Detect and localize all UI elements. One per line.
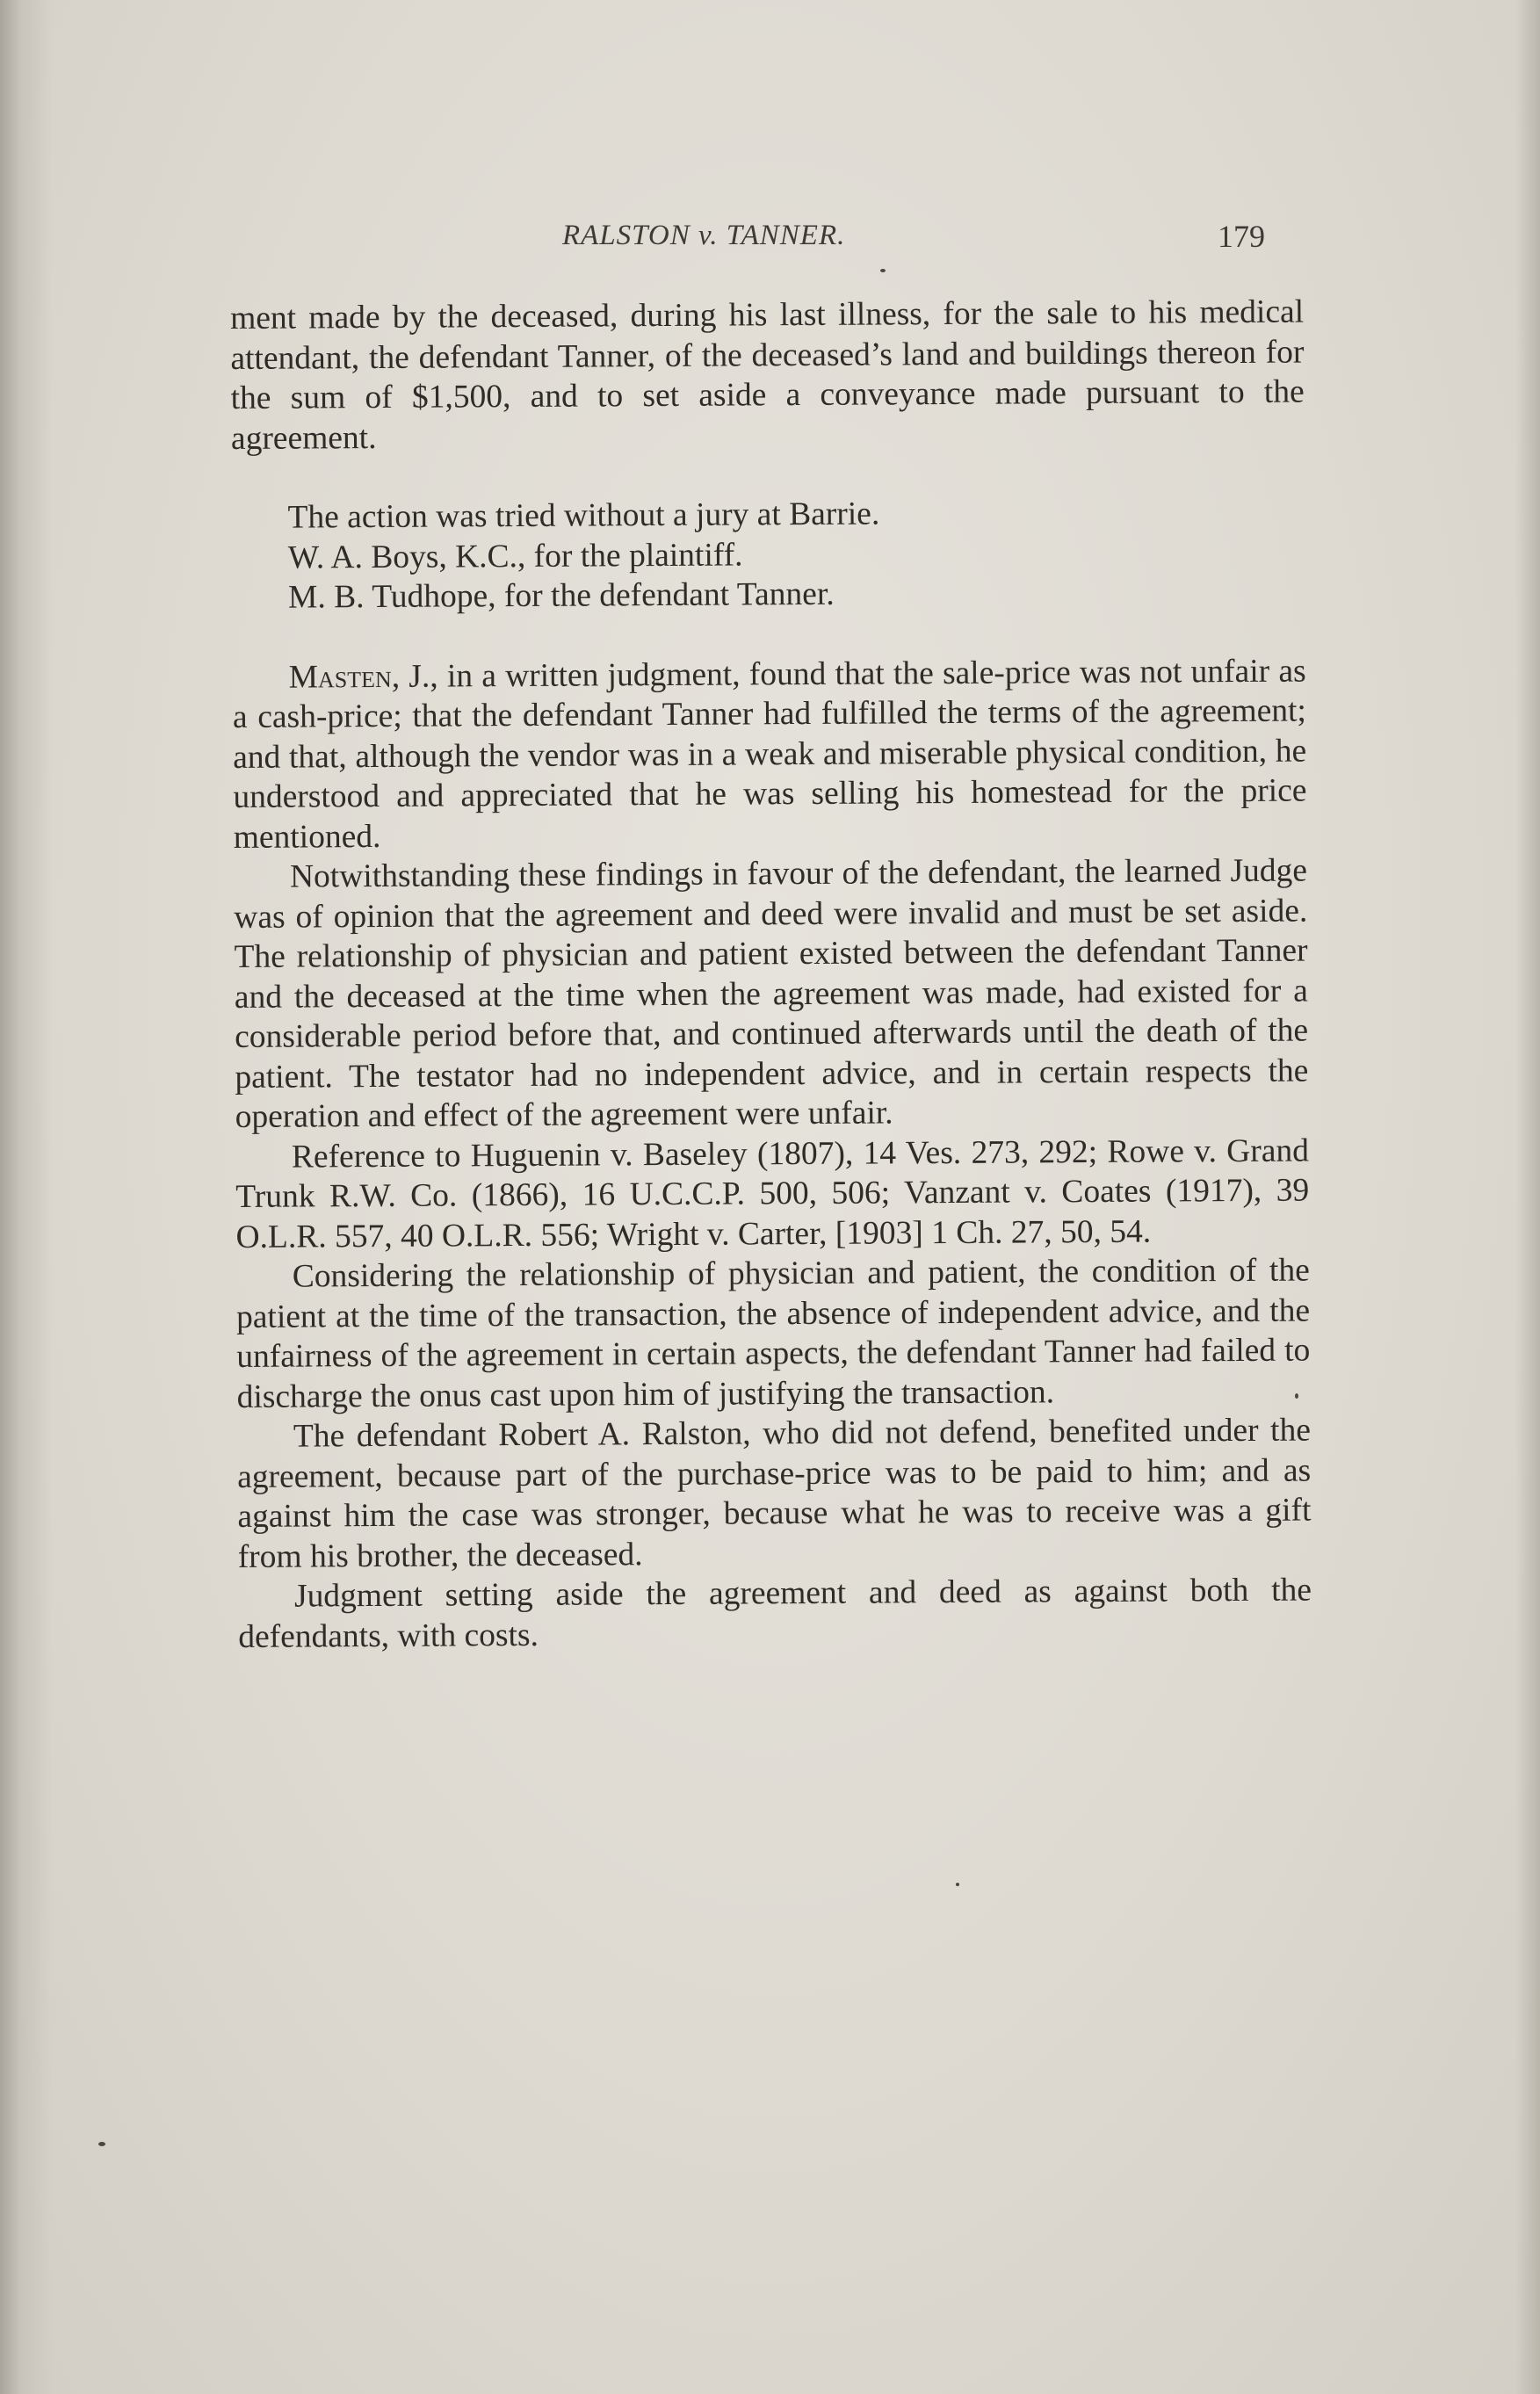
- paper-speck: [880, 269, 886, 272]
- page-number: 179: [1218, 219, 1265, 254]
- counsel-plaintiff: W. A. Boys, K.C., for the plaintiff.: [287, 536, 743, 576]
- body-text: [230, 293, 1312, 1657]
- judgment-paragraph: [232, 651, 1306, 857]
- paper-speck: [1295, 1393, 1298, 1399]
- paragraph-gap: [232, 611, 1305, 657]
- paragraph-gap: [231, 452, 1305, 498]
- spine-shadow: [0, 0, 53, 2394]
- judgment-conclusion: Judgment setting aside the agreement and deed as against both the defendants, with costs.: [238, 1572, 1312, 1655]
- consideration-paragraph: Considering the relationship of physician and patient, the condition of the patient at the time of the transaction, the absence of independent advice, and the unfairness of the agreement in certain aspects, the defendant Tanner had failed to discharge the onus cast upon him of justifying the transaction.: [235, 1252, 1311, 1415]
- paper-speck: [956, 1883, 959, 1886]
- trial-line: The action was tried without a jury at Barrie.: [287, 495, 880, 536]
- reference-paragraph: Reference to Huguenin v. Baseley (1807), 14 Ves. 273, 292; Rowe v. Grand Trunk R.W. Co. (1866), 16 U.C.C.P. 500, 506; Vanzant v. Coates (1917), 39 O.L.R. 557, 40 O.L.R. 556; Wright v. Carter, [1903] 1 Ch. 27, 50, 54.: [235, 1132, 1310, 1255]
- page-edge-shadow: [1515, 0, 1540, 2394]
- judgment-text: , J., in a written judgment, found that the sale-price was not unfair as a cash-price; that the defendant Tanner had fulfilled the terms of the agreement; and that, although the vendor was in a weak and miserable physical condition, he understood and appreciated that he was selling his homestead for the price mentioned.: [232, 653, 1307, 856]
- paper-speck: [98, 2142, 105, 2146]
- running-head: RALSTON v. TANNER.: [562, 220, 846, 251]
- opening-paragraph: ment made by the deceased, during his last illness, for the sale to his medical attendant, the defendant Tanner, of the deceased’s land and buildings thereon for the sum of $1,500, and to set aside a conveyance made pursuant to the agreement.: [230, 293, 1305, 457]
- counsel-defendant: M. B. Tudhope, for the defendant Tanner.: [287, 575, 835, 616]
- judge-name: Masten: [288, 658, 392, 696]
- opinion-paragraph: Notwithstanding these findings in favour of the defendant, the learned Judge was of opinion that the agreement and deed were invalid and must be set aside. The relationship of physician and patient existed between the defendant Tanner and the deceased at the time when the agreement was made, had existed for a considerable period before that, and continued afterwards until the death of the patient. The testator had no independent advice, and in certain respects the operation and effect of the agreement were unfair.: [234, 852, 1309, 1135]
- ralston-paragraph: The defendant Robert A. Ralston, who did not defend, benefited under the agreement, because part of the purchase-price was to be paid to him; and as against him the case was stronger, because what he was to receive was a gift from his brother, the deceased.: [237, 1412, 1312, 1575]
